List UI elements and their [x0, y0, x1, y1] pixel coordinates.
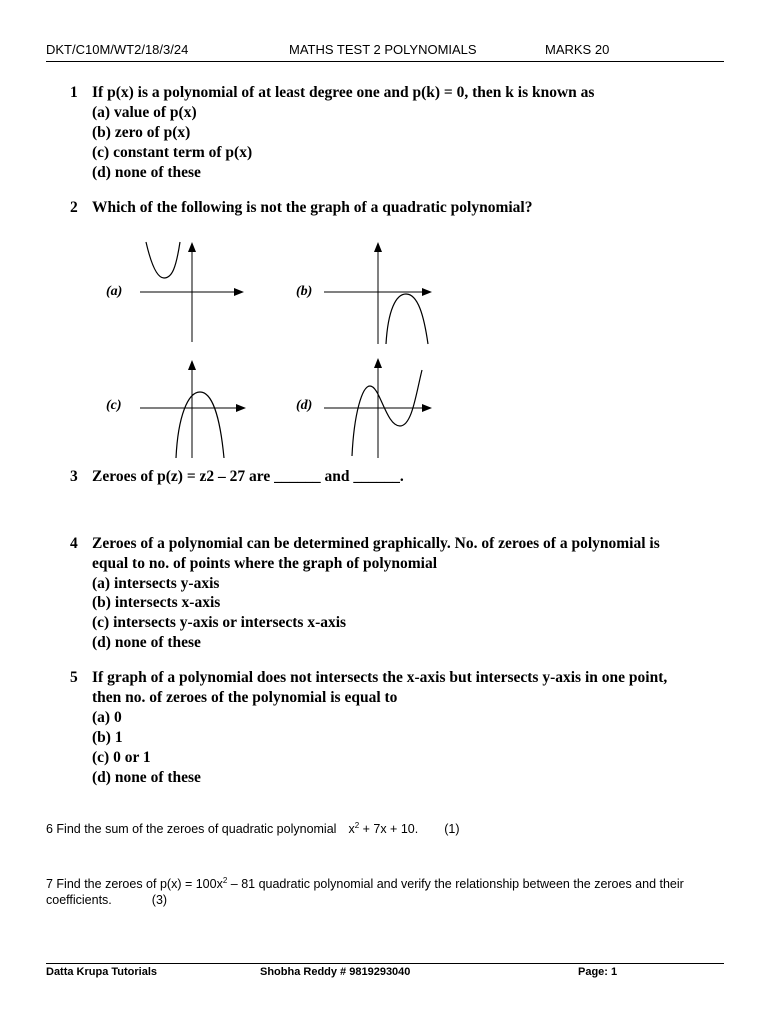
q7-text-line-2: coefficients.	[46, 893, 112, 907]
q6-line	[46, 821, 460, 836]
q5-text-line-1: If graph of a polynomial does not intersects the x-axis but intersects y-axis in one point,	[92, 669, 668, 686]
q7-line-2	[46, 893, 167, 907]
q1-option-a: (a) value of p(x)	[92, 104, 197, 121]
q7-text-b: – 81 quadratic polynomial and verify the relationship between the zeroes and their	[227, 877, 684, 892]
total-marks: MARKS 20	[545, 42, 610, 57]
q4-option-b: (b) intersects x-axis	[92, 594, 221, 611]
graph-a	[140, 238, 246, 344]
q6-expr-x: x	[348, 822, 355, 837]
q4-option-a: (a) intersects y-axis	[92, 575, 220, 592]
q7-marks: (3)	[151, 893, 168, 907]
q4-option-c: (c) intersects y-axis or intersects x-axis	[92, 614, 347, 631]
test-code: DKT/C10M/WT2/18/3/24	[46, 42, 189, 57]
q3-text: Zeroes of p(z) = z2 – 27 are ______ and ______.	[92, 468, 404, 485]
q7-exponent: 2	[222, 876, 228, 885]
q6-text: 6 Find the sum of the zeroes of quadratic polynomial	[46, 822, 337, 837]
graph-d-label: (d)	[296, 398, 313, 413]
q4-option-d: (d) none of these	[92, 634, 201, 651]
q7-text-a: 7 Find the zeroes of p(x) = 100x	[46, 877, 223, 892]
q3-number: 3	[70, 468, 78, 485]
q2-number: 2	[70, 199, 78, 216]
footer-page: Page: 1	[578, 966, 618, 978]
graph-a-label: (a)	[106, 284, 123, 299]
q6-expr-rest: + 7x + 10.	[359, 822, 419, 837]
q6-expr-exponent: 2	[354, 821, 360, 830]
header-rule	[46, 61, 724, 62]
q5-text-line-2: then no. of zeroes of the polynomial is equal to	[92, 689, 398, 706]
graph-d	[324, 354, 434, 460]
graph-b-label: (b)	[296, 284, 313, 299]
q1-text: If p(x) is a polynomial of at least degree one and p(k) = 0, then k is known as	[92, 84, 595, 101]
q5-option-c: (c) 0 or 1	[92, 749, 151, 766]
q5-option-b: (b) 1	[92, 729, 123, 746]
graph-c	[140, 356, 248, 460]
graph-c-label: (c)	[106, 398, 122, 413]
footer-rule	[46, 963, 724, 964]
q2-text: Which of the following is not the graph of a quadratic polynomial?	[92, 199, 533, 216]
q1-option-b: (b) zero of p(x)	[92, 124, 191, 141]
q1-number: 1	[70, 84, 78, 101]
graph-b	[324, 240, 434, 346]
q4-text-line-2: equal to no. of points where the graph of polynomial	[92, 555, 438, 572]
test-title: MATHS TEST 2 POLYNOMIALS	[289, 42, 477, 57]
q5-number: 5	[70, 669, 78, 686]
footer-contact: Shobha Reddy # 9819293040	[260, 966, 411, 978]
q1-option-d: (d) none of these	[92, 164, 201, 181]
q5-option-d: (d) none of these	[92, 769, 201, 786]
q1-option-c: (c) constant term of p(x)	[92, 144, 253, 161]
footer-institute: Datta Krupa Tutorials	[46, 966, 158, 978]
q7-line-1	[46, 876, 684, 891]
q5-option-a: (a) 0	[92, 709, 122, 726]
q6-marks: (1)	[444, 822, 460, 837]
q4-text-line-1: Zeroes of a polynomial can be determined graphically. No. of zeroes of a polynomial is	[92, 535, 660, 552]
q4-number: 4	[70, 535, 78, 552]
